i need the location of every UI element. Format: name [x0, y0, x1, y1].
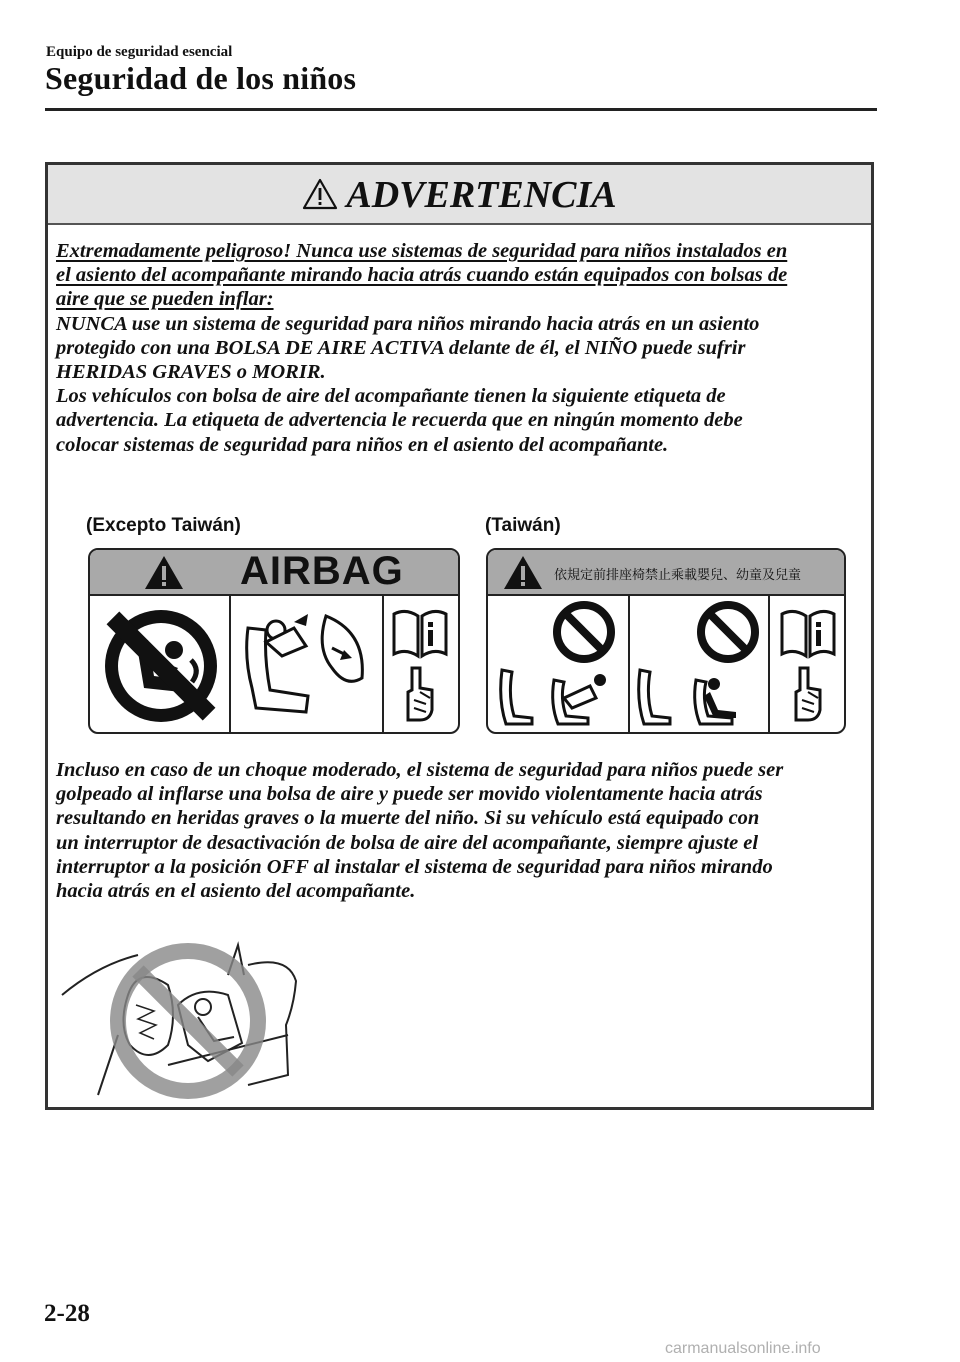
warning-title: [48, 173, 871, 217]
body-line: NUNCA use un sistema de seguridad para niños mirando hacia atrás en un asiento: [56, 312, 760, 335]
header-rule: [45, 108, 877, 111]
lead-line: aire que se pueden inflar:: [56, 288, 274, 311]
no-child-seat-icon: [632, 600, 766, 732]
read-manual-icon: [778, 606, 838, 728]
no-rear-facing-seat-icon: [96, 600, 226, 732]
warning-lead: [56, 239, 866, 457]
divider: [90, 594, 458, 596]
watermark: carmanualsonline.info: [665, 1340, 821, 1357]
body-line: colocar sistemas de seguridad para niños en el asiento del acompañante.: [56, 433, 669, 456]
caption-except-taiwan: (Excepto Taiwán): [86, 515, 241, 536]
divider: [488, 594, 844, 596]
body-line: advertencia. La etiqueta de advertencia le recuerda que en ningún momento debe: [56, 409, 743, 432]
airbag-deployment-illustration: [58, 925, 318, 1105]
warning-box: [45, 162, 874, 1110]
airbag-hitting-seat-icon: [236, 608, 376, 726]
warning-body: [56, 758, 866, 903]
body-line: Los vehículos con bolsa de aire del acompañante tienen la siguiente etiqueta de: [56, 385, 726, 408]
divider: [768, 596, 770, 734]
page-title: Seguridad de los niños: [45, 60, 357, 96]
warning-triangle-icon: [144, 555, 184, 590]
divider: [628, 596, 630, 734]
body-line: Incluso en caso de un choque moderado, el sistema de seguridad para niños puede ser: [56, 759, 784, 781]
body-line: un interruptor de desactivación de bolsa de aire del acompañante, siempre ajuste el: [56, 831, 759, 854]
lead-line: el asiento del acompañante mirando hacia atrás cuando están equipados con bolsas de: [56, 264, 788, 287]
body-line: protegido con una BOLSA DE AIRE ACTIVA delante de él, el NIÑO puede sufrir: [56, 336, 746, 359]
body-line: HERIDAS GRAVES o MORIR.: [56, 361, 326, 384]
caption-taiwan: (Taiwán): [485, 515, 561, 536]
lead-line: Extremadamente peligroso! Nunca use sistemas de seguridad para niños instalados en: [56, 240, 788, 262]
page-number: 2-28: [44, 1300, 90, 1327]
divider: [382, 596, 384, 734]
body-line: resultando en heridas graves o la muerte del niño. Si su vehículo está equipado con: [56, 807, 760, 830]
body-line: interruptor a la posición OFF al instalar el sistema de seguridad para niños mirando: [56, 855, 773, 878]
warning-triangle-icon: [302, 178, 338, 210]
read-manual-icon: [390, 606, 450, 728]
divider: [229, 596, 231, 734]
section-subtitle: Equipo de seguridad esencial: [46, 44, 233, 60]
body-line: hacia atrás en el asiento del acompañante.: [56, 880, 416, 903]
airbag-label-figure: [88, 548, 460, 734]
no-rear-facing-seat-icon: [492, 600, 626, 732]
warning-title-text: ADVERTENCIA: [346, 174, 617, 216]
warning-triangle-icon: [503, 555, 543, 590]
airbag-word: AIRBAG: [240, 549, 404, 593]
taiwan-warning-text: 依規定前排座椅禁止乘載嬰兒、幼童及兒童: [554, 568, 802, 583]
taiwan-label-figure: [486, 548, 846, 734]
body-line: golpeado al inflarse una bolsa de aire y puede ser movido violentamente hacia atrás: [56, 783, 763, 806]
